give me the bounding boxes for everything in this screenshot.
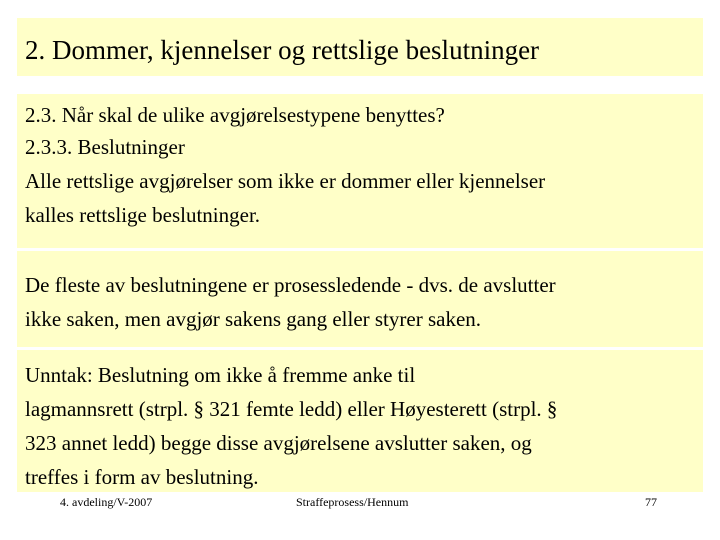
paragraph-1-line-1: 2.3. Når skal de ulike avgjørelsestypene benyttes? bbox=[25, 103, 445, 127]
title-box bbox=[17, 18, 703, 76]
page-number: 77 bbox=[645, 495, 657, 509]
paragraph-1-line-4: kalles rettslige beslutninger. bbox=[25, 203, 261, 227]
paragraph-3-line-4: treffes i form av beslutning. bbox=[25, 465, 259, 489]
paragraph-1-line-2: 2.3.3. Beslutninger bbox=[25, 135, 185, 159]
paragraph-1-line-3: Alle rettslige avgjørelser som ikke er dommer eller kjennelser bbox=[25, 169, 546, 193]
paragraph-3-line-1: Unntak: Beslutning om ikke å fremme anke til bbox=[25, 363, 416, 387]
footer-author: Straffeprosess/Hennum bbox=[296, 495, 409, 509]
slide-title: 2. Dommer, kjennelser og rettslige beslutninger bbox=[25, 35, 540, 65]
paragraph-divider bbox=[17, 248, 703, 251]
paragraph-2-line-1: De fleste av beslutningene er prosessledende - dvs. de avslutter bbox=[25, 273, 556, 297]
paragraph-divider bbox=[17, 347, 703, 350]
paragraph-2-line-2: ikke saken, men avgjør sakens gang eller styrer saken. bbox=[25, 307, 482, 331]
footer-course: 4. avdeling/V-2007 bbox=[60, 495, 153, 509]
content-box bbox=[17, 94, 703, 492]
paragraph-3-line-3: 323 annet ledd) begge disse avgjørelsene avslutter saken, og bbox=[25, 431, 532, 455]
paragraph-3-line-2: lagmannsrett (strpl. § 321 femte ledd) eller Høyesterett (strpl. § bbox=[25, 397, 558, 421]
